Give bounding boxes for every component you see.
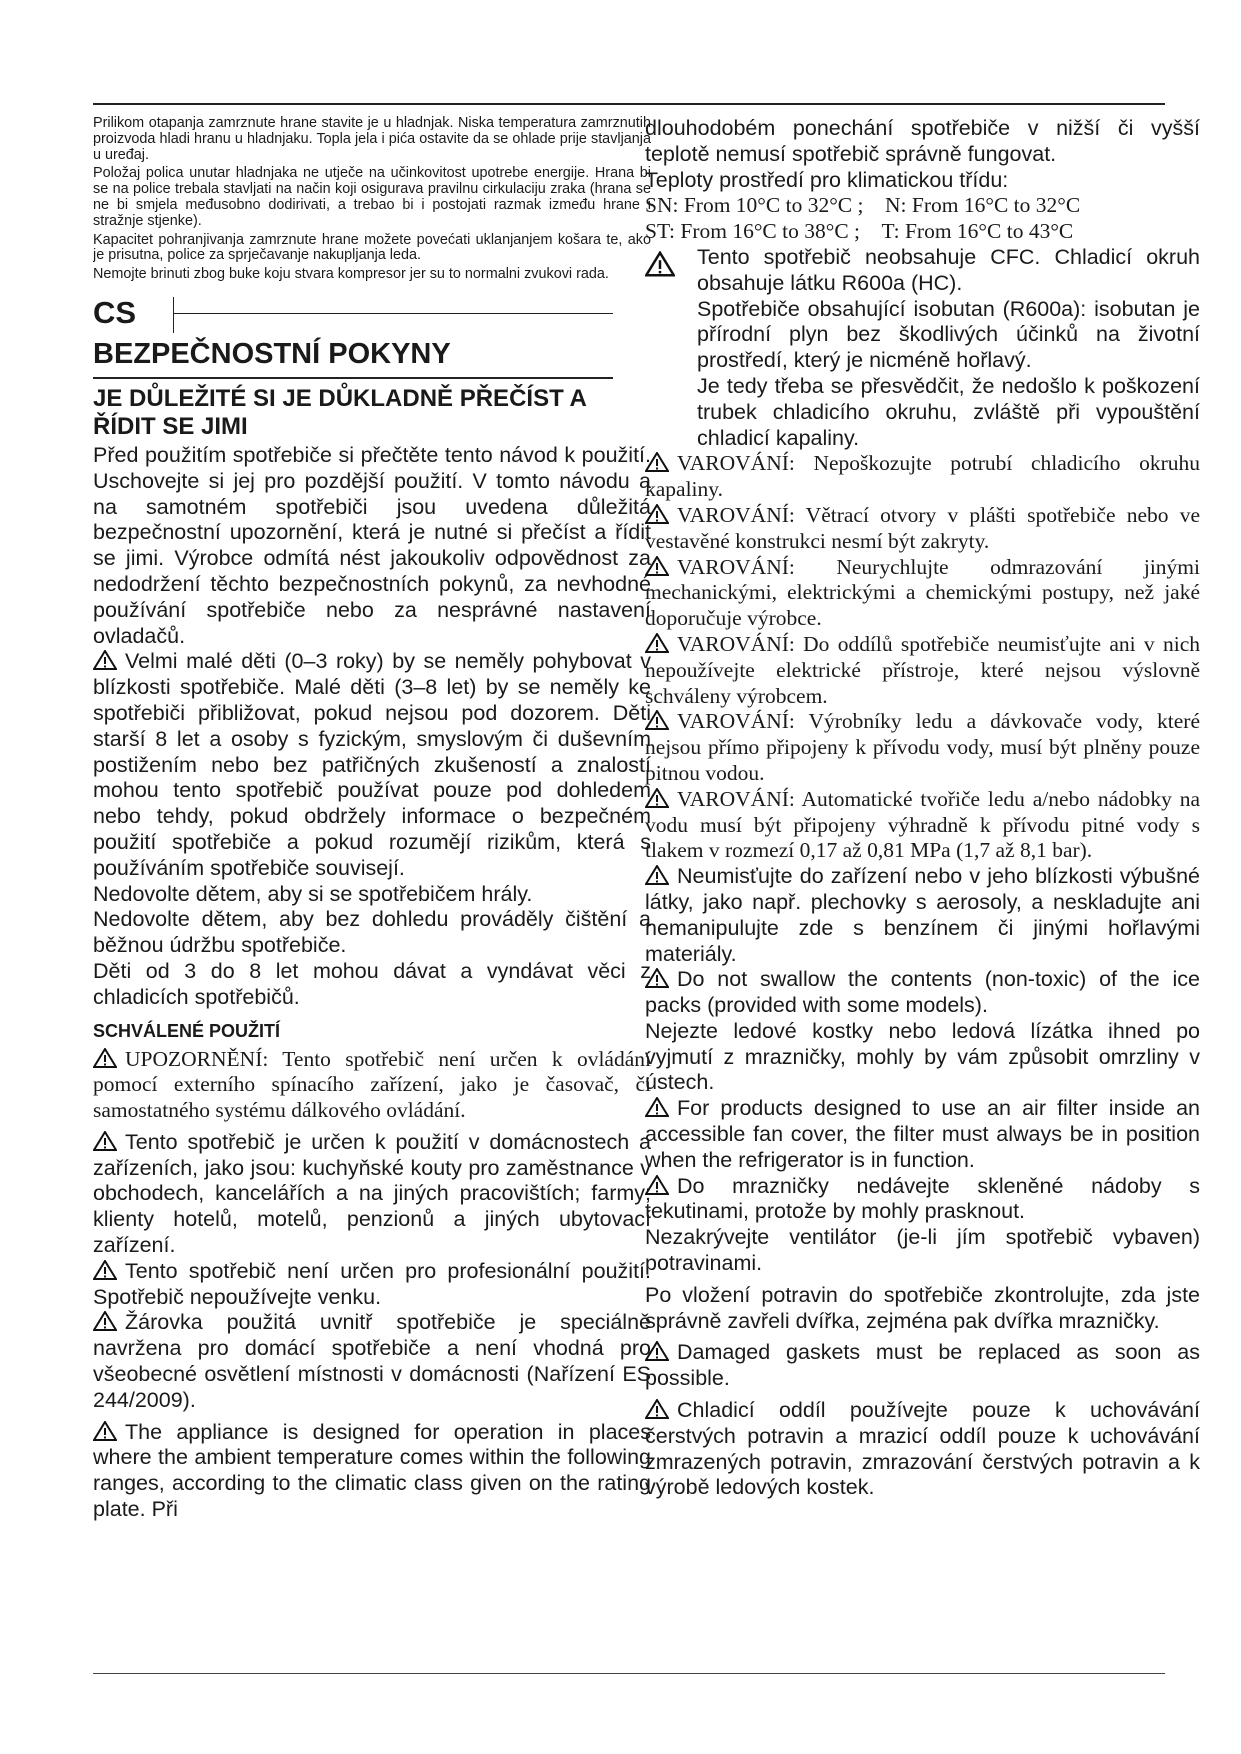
warning-triangle-icon (93, 1131, 117, 1151)
ice-cubes-paragraph: Nejezte ledové kostky nebo ledová lízátka ihned po vyjmutí z mrazničky, mohly by vám způsobit omrzliny v ústech. (645, 1018, 1200, 1095)
warning-triangle-icon (93, 1260, 117, 1280)
isobutane-paragraph: Spotřebiče obsahující isobutan (R600a): isobutan je přírodní plyn bez škodlivých účinků na životní prostředí, který je nicméně hořlavý. (697, 296, 1200, 373)
climate-class-st: ST: From 16°C to 38°C ; (645, 219, 861, 244)
bottom-rule (93, 1673, 1165, 1674)
glass-paragraph (645, 1174, 1200, 1226)
marker-divider (173, 297, 174, 333)
warning-triangle-icon (93, 1421, 117, 1441)
warning-triangle-icon (93, 1048, 117, 1068)
warning-text: VAROVÁNÍ: Větrací otvory v plášti spotřebiče nebo ve vestavěné konstrukci nesmí být zakryty. (645, 502, 1200, 553)
warning-paragraph (645, 451, 1200, 503)
gaskets-paragraph (645, 1340, 1200, 1392)
warning-triangle-icon (645, 452, 669, 472)
warning-text: VAROVÁNÍ: Automatické tvořiče ledu a/nebo nádobky na vodu musí být připojeny výhradně k přívodu pitné vody s tlakem v rozmezí 0,17 až 0,81 MPa (1,7 až 8,1 bar). (645, 786, 1200, 863)
section-title: BEZPEČNOSTNÍ POKYNY (93, 337, 451, 370)
hr-paragraph: Prilikom otapanja zamrznute hrane stavite je u hladnjak. Niska temperatura zamrznutih proizvoda hladi hranu u hladnjaku. Topla jela i pića ostavite da se ohlade prije stavljanja u uređaj. (93, 116, 651, 163)
hr-paragraph: Nemojte brinuti zbog buke koju stvara kompresor jer su to normalni zvukovi rada. (93, 266, 609, 283)
climate-class-t: T: From 16°C to 43°C (881, 219, 1074, 244)
climate-heading: Teploty prostředí pro klimatickou třídu: (645, 167, 1009, 192)
warning-triangle-icon (93, 1311, 117, 1331)
approved-use-heading: SCHVÁLENÉ POUŽITÍ (93, 1020, 281, 1041)
warning-triangle-icon (645, 1175, 669, 1195)
storage-text: Chladicí oddíl používejte pouze k uchovávání čerstvých potravin a mrazicí oddíl pouze k uchovávání zmrazených potravin, zmrazování čerstvých potravin a k výrobě ledových kostek. (645, 1398, 1200, 1500)
warning-text: VAROVÁNÍ: Nepoškozujte potrubí chladicího okruhu kapaliny. (645, 451, 1200, 502)
language-marker (93, 293, 651, 337)
ambient-paragraph (93, 1420, 651, 1523)
warning-paragraph (645, 632, 1200, 709)
climate-class-n: N: From 16°C to 32°C (885, 193, 1081, 218)
warning-text: VAROVÁNÍ: Výrobníky ledu a dávkovače vody, které nejsou přímo připojeny k přívodu vody, musí být plněny pouze pitnou vodou. (645, 709, 1200, 785)
warning-triangle-icon (645, 865, 669, 885)
cfc-paragraph: Tento spotřebič neobsahuje CFC. Chladicí okruh obsahuje látku R600a (HC). (697, 244, 1200, 295)
marker-line (173, 313, 613, 314)
professional-text: Tento spotřebič není určen pro profesionální použití. Spotřebič nepoužívejte venku. (93, 1258, 651, 1309)
household-paragraph (93, 1130, 651, 1259)
language-code: CS (93, 294, 137, 330)
climate-class-sn: SN: From 10°C to 32°C ; (645, 193, 864, 218)
children-warning-text: Velmi malé děti (0–3 roky) by se neměly pohybovat v blízkosti spotřebiče. Malé děti (3–8 let) by se neměly ke spotřebiči přibližovat, pokud nejsou pod dozorem. Děti starší 8 let a osoby s fyzickým, smyslovým či duševním postižením nebo bez patřičných zkušeností a znalostí mohou tento spotřebič používat pouze pod dohledem nebo tehdy, pokud obdržely informace o bezpečném použití spotřebiče a pokud rozumějí rizikům, která s používáním spotřebiče souvisejí. (93, 649, 651, 880)
air-filter-paragraph (645, 1096, 1200, 1173)
warning-triangle-icon (645, 710, 669, 730)
warning-triangle-icon (645, 968, 669, 988)
warning-triangle-icon (645, 1341, 669, 1361)
children-warning (93, 649, 651, 881)
fan-paragraph: Nezakrývejte ventilátor (je-li jím spotřebič vybaven) potravinami. (645, 1225, 1200, 1276)
top-rule (93, 103, 1165, 105)
warning-text: VAROVÁNÍ: Do oddílů spotřebiče neumisťujte ani v nich nepoužívejte elektrické přístroje, které nejsou výslovně schváleny výrobcem. (645, 631, 1200, 708)
household-text: Tento spotřebič je určen k použití v domácnostech a zařízeních, jako jsou: kuchyňské kouty pro zaměstnance v obchodech, kancelářích a na jiných pracovištích; farmy; klienty hotelů, motelů, penzionů a jiných ubytovací zařízení. (93, 1129, 651, 1258)
warning-paragraph (645, 503, 1200, 555)
explosive-text: Neumisťujte do zařízení nebo v jeho blízkosti výbušné látky, jako např. plechovky s aerosoly, a neskladujte ani nemanipulujte zde s benzínem či jinými hořlavými materiály. (645, 864, 1200, 966)
ambient-text: The appliance is designed for operation in places where the ambient temperature comes within the following ranges, according to the climatic class given on the rating plate. Při (93, 1419, 651, 1522)
hr-paragraph: Kapacitet pohranjivanja zamrznute hrane možete povećati uklanjanjem košara te, ako je prisutna, police za sprječavanje nakupljanja leda. (93, 231, 651, 264)
upozorneni-text: UPOZORNĚNÍ: Tento spotřebič není určen k ovládání pomocí externího spínacího zařízení, jako je časovač, či samostatného systému dálkového ovládání. (93, 1046, 651, 1123)
warning-triangle-icon (645, 504, 669, 524)
hr-paragraph: Položaj polica unutar hladnjaka ne utječe na učinkovitost upotrebe energije. Hrana bi se na police trebala stavljati na način koji osigurava pravilnu cirkulaciju zraka (hrana se ne bi smjela međusobno dodirivati, a trebao bi i postojati razmak između hrane i stražnje stjenke). (93, 165, 651, 229)
bulb-text: Žárovka použitá uvnitř spotřebiče je speciálně navržena pro domácí spotřebiče a není vhodná pro všeobecné osvětlení místnosti v domácnosti (Nařízení ES 244/2009). (93, 1310, 651, 1412)
ice-packs-paragraph (645, 967, 1200, 1019)
warning-triangle-icon (645, 556, 669, 576)
cfc-block (645, 245, 1200, 451)
pipes-paragraph: Je tedy třeba se přesvědčit, že nedošlo k poškození trubek chladicího okruhu, zvláště při vypouštění chladicí kapaliny. (697, 373, 1200, 450)
warning-triangle-icon (645, 633, 669, 653)
warning-triangle-icon (645, 1097, 669, 1117)
ice-packs-text: Do not swallow the contents (non-toxic) of the ice packs (provided with some models). (645, 967, 1200, 1018)
warning-triangle-icon (645, 251, 675, 277)
explosive-paragraph (645, 864, 1200, 967)
warning-paragraph (645, 709, 1200, 786)
children-loading: Děti od 3 do 8 let mohou dávat a vyndávat věci z chladicích spotřebičů. (93, 958, 651, 1009)
warning-paragraph (645, 555, 1200, 632)
cfc-warning (645, 245, 689, 311)
storage-paragraph (645, 1398, 1200, 1501)
left-column (93, 116, 651, 1606)
climate-row (645, 193, 1200, 219)
doors-paragraph: Po vložení potravin do spotřebiče zkontrolujte, zda jste správně zavřeli dvířka, zejména pak dvířka mrazničky. (645, 1282, 1200, 1333)
professional-paragraph (93, 1259, 651, 1311)
warning-triangle-icon (645, 1399, 669, 1419)
right-column (645, 116, 1200, 1606)
children-cleaning: Nedovolte dětem, aby bez dohledu prováděly čištění a běžnou údržbu spotřebiče. (93, 907, 651, 958)
glass-text: Do mrazničky nedávejte skleněné nádoby s tekutinami, protože by mohly prasknout. (645, 1173, 1200, 1224)
bulb-paragraph (93, 1310, 651, 1413)
air-filter-text: For products designed to use an air filter inside an accessible fan cover, the filter must always be in position when the refrigerator is in function. (645, 1096, 1200, 1172)
intro-paragraph: Před použitím spotřebiče si přečtěte tento návod k použití. Uschovejte si jej pro pozdější použití. V tomto návodu a na samotném spotřebiči jsou uvedena důležitá bezpečnostní upozornění, která je nutné si přečíst a řídit se jimi. Výrobce odmítá nést jakoukoliv odpovědnost za nedodržení těchto bezpečnostních pokynů, za nevhodné používání spotřebiče nebo za nesprávné nastavení ovladačů. (93, 442, 651, 648)
upozorneni-paragraph (93, 1047, 651, 1124)
warning-paragraph (645, 787, 1200, 864)
warning-text: VAROVÁNÍ: Neurychlujte odmrazování jinými mechanickými, elektrickými a chemickými postupy, než jaké doporučuje výrobce. (645, 554, 1200, 631)
warning-triangle-icon (93, 650, 117, 670)
children-play: Nedovolte dětem, aby si se spotřebičem hrály. (93, 881, 533, 906)
warning-triangle-icon (645, 788, 669, 808)
climate-row (645, 219, 1200, 245)
title-rule (93, 377, 613, 379)
gaskets-text: Damaged gaskets must be replaced as soon as possible. (645, 1340, 1200, 1391)
continuation-paragraph: dlouhodobém ponechání spotřebiče v nižší či vyšší teplotě nemusí spotřebič správně fungovat. (645, 116, 1200, 166)
section-subtitle: JE DŮLEŽITÉ SI JE DŮKLADNĚ PŘEČÍST A ŘÍDIT SE JIMI (93, 384, 586, 440)
